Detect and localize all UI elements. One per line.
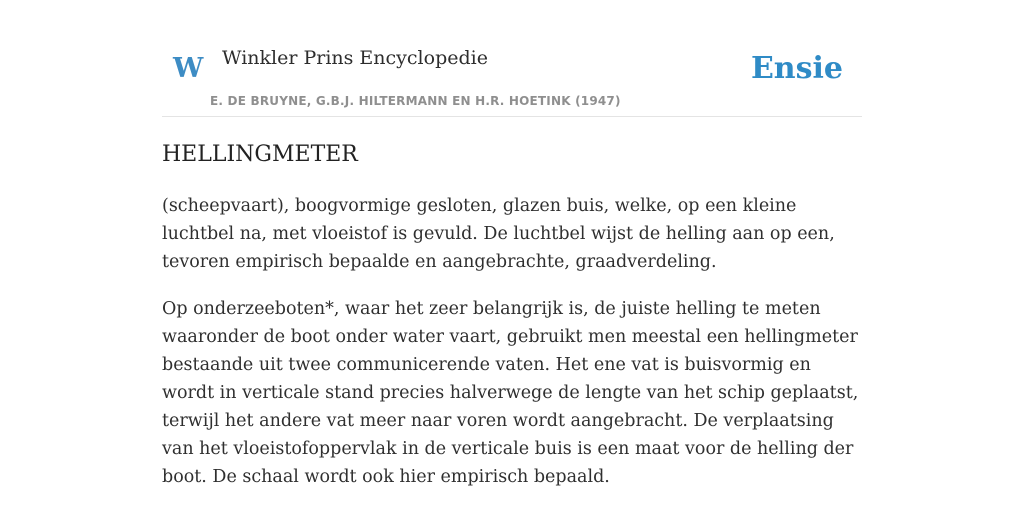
ensie-logo-link[interactable]: Ensie	[750, 51, 843, 86]
source-logo-icon[interactable]: W	[173, 53, 204, 84]
entry-title: HELLINGMETER	[162, 142, 358, 167]
source-title-link[interactable]: Winkler Prins Encyclopedie	[222, 47, 488, 69]
source-header	[162, 0, 862, 117]
entry-paragraph-1: (scheepvaart), boogvormige gesloten, glazen buis, welke, op een kleine luchtbel na, met vloeistof is gevuld. De luchtbel wijst de helling aan op een, tevoren empirisch bepaalde en aangebrachte, graadverdeling.	[162, 196, 835, 272]
source-authors: E. DE BRUYNE, G.B.J. HILTERMANN EN H.R. HOETINK (1947)	[210, 94, 621, 108]
entry-paragraph-2: Op onderzeeboten*, waar het zeer belangrijk is, de juiste helling te meten waaronder de boot onder water vaart, gebruikt men meestal een hellingmeter bestaande uit twee communicerende vaten. Het ene vat is buisvormig en wordt in verticale stand precies halverwege de lengte van het schip geplaatst, terwijl het andere vat meer naar voren wordt aangebracht. De verplaatsing van het vloeistofoppervlak in de verticale buis is een maat voor de helling der boot. De schaal wordt ook hier empirisch bepaald.	[162, 299, 859, 487]
